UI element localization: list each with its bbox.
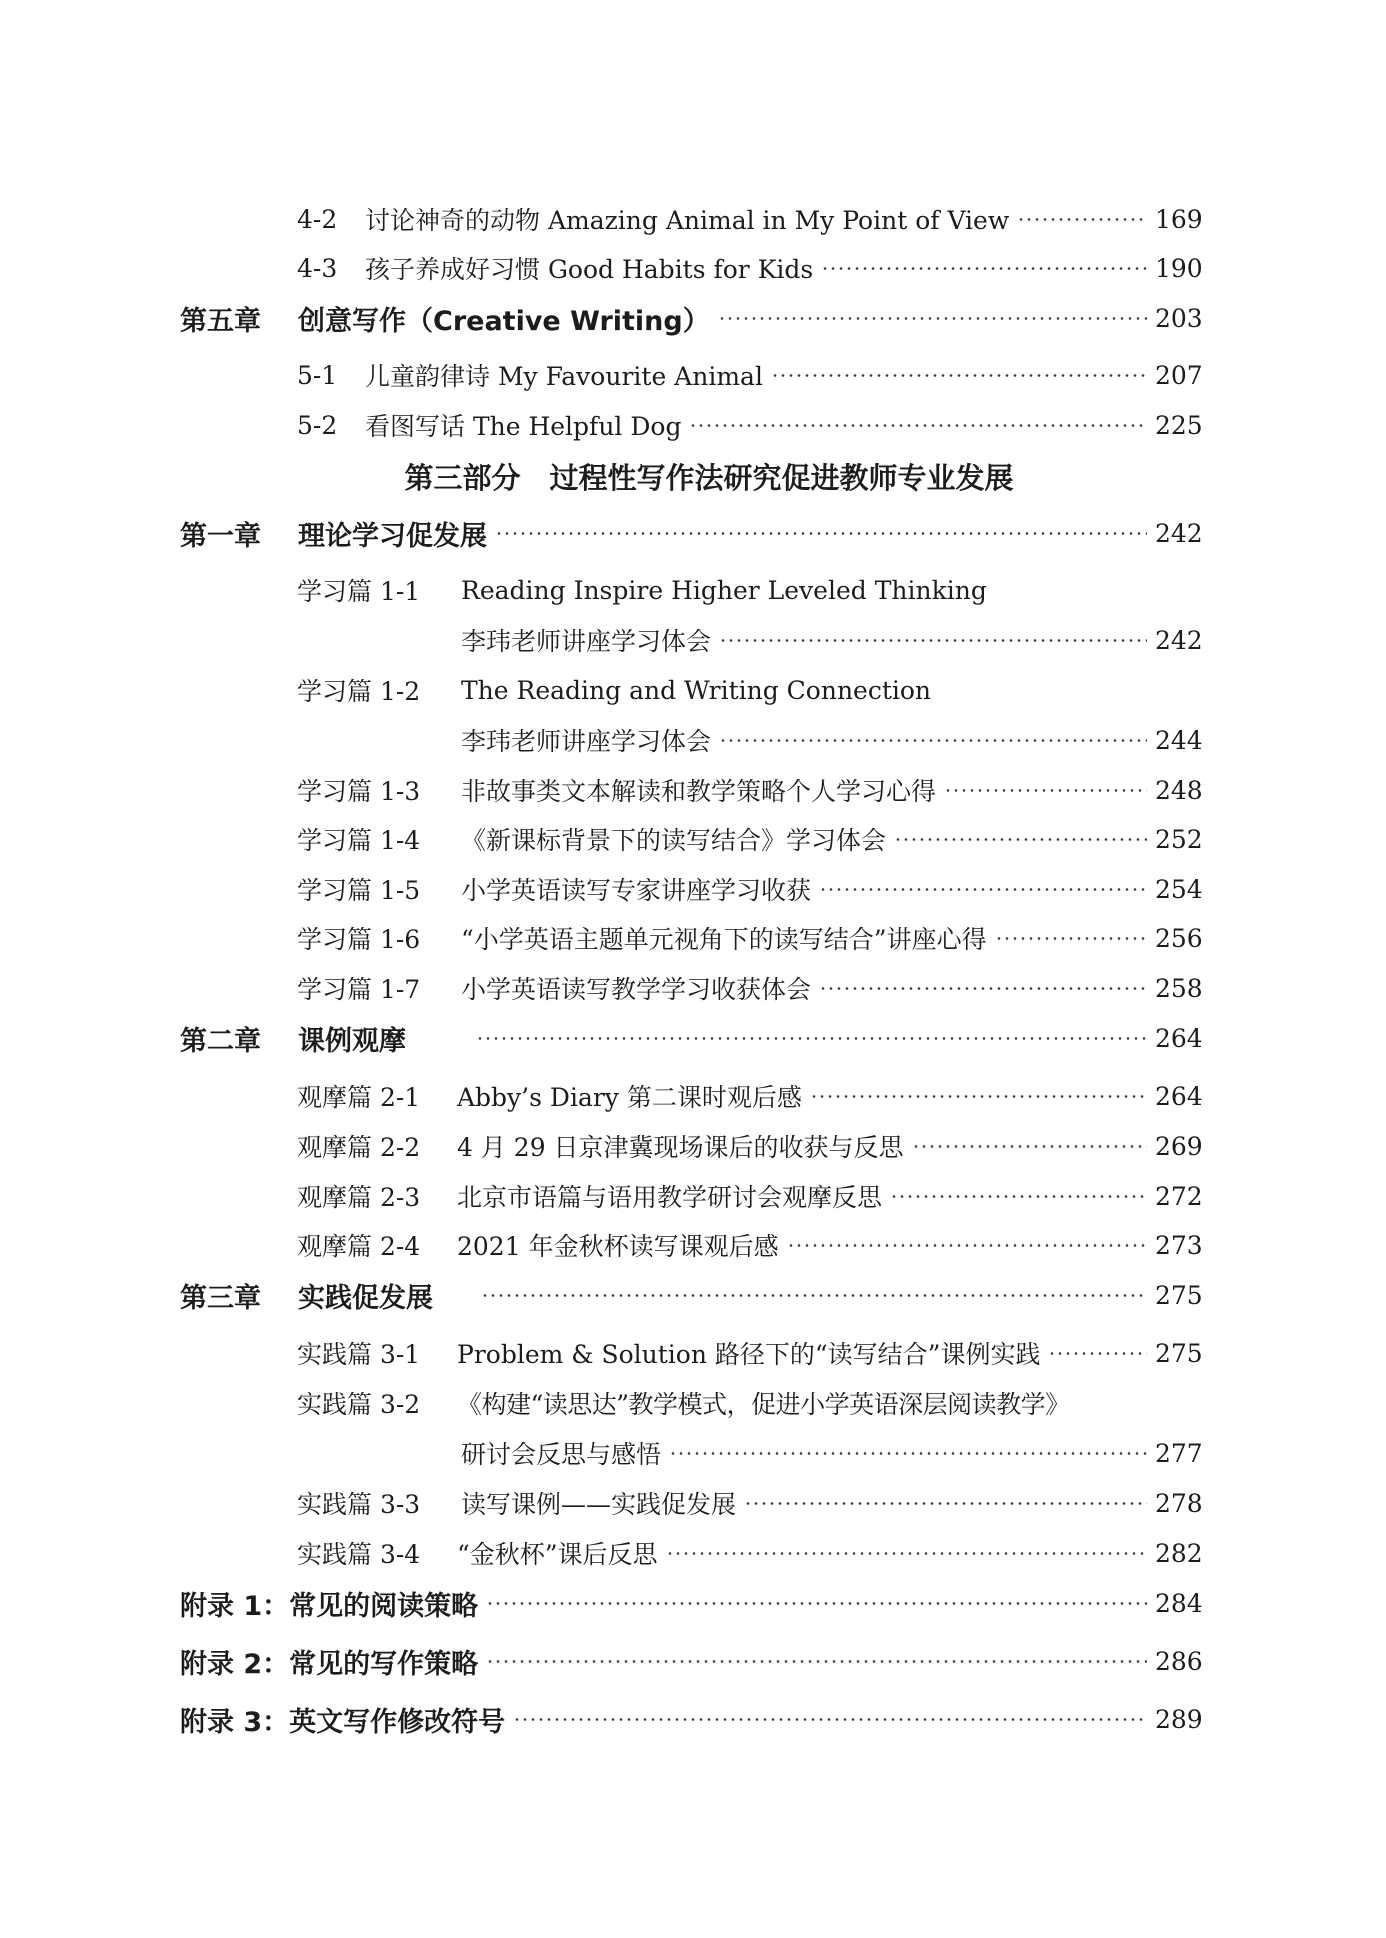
section-subtitle: 李玮老师讲座学习体会 <box>461 627 712 656</box>
toc-entry-4-3[interactable] <box>297 248 1203 288</box>
section-title: The Reading and Writing Connection <box>461 675 932 705</box>
toc-entry-3-2-continued[interactable] <box>461 1433 1203 1473</box>
section-number: 学习篇 1-3 <box>297 777 421 806</box>
dot-leader <box>495 532 1147 535</box>
section-number: 观摩篇 2-3 <box>297 1183 421 1212</box>
appendix-title: 附录 3：英文写作修改符号 <box>180 1706 506 1738</box>
dot-leader <box>771 374 1147 377</box>
page-number: 244 <box>1155 725 1203 755</box>
page-number: 248 <box>1155 775 1203 805</box>
section-number: 学习篇 1-6 <box>297 925 421 954</box>
page-number: 275 <box>1155 1280 1203 1310</box>
page-number: 289 <box>1155 1704 1203 1734</box>
dot-leader <box>819 987 1147 990</box>
chapter-title: 理论学习促发展 <box>298 520 487 552</box>
part-heading: 第三部分 过程性写作法研究促进教师专业发展 <box>404 461 1014 495</box>
section-number: 学习篇 1-4 <box>297 826 421 855</box>
toc-appendix-1[interactable] <box>180 1583 1203 1623</box>
section-title: 孩子养成好习惯 Good Habits for Kids <box>365 255 814 284</box>
toc-entry-2-2[interactable] <box>297 1126 1203 1166</box>
page-number: 252 <box>1155 824 1203 854</box>
page-number: 190 <box>1155 253 1203 283</box>
dot-leader <box>787 1244 1147 1247</box>
section-number: 5-2 <box>297 410 338 440</box>
toc-entry-3-3[interactable] <box>297 1483 1203 1523</box>
page-number: 242 <box>1155 625 1203 655</box>
toc-entry-1-1-continued[interactable] <box>461 620 1203 660</box>
page-number: 225 <box>1155 410 1203 440</box>
dot-leader <box>486 1660 1147 1663</box>
section-title: Problem & Solution 路径下的“读写结合”课例实践 <box>457 1340 1041 1369</box>
page-number: 254 <box>1155 874 1203 904</box>
page-number: 207 <box>1155 360 1203 390</box>
dot-leader <box>476 1037 1147 1040</box>
page-number: 203 <box>1155 303 1203 333</box>
toc-appendix-2[interactable] <box>180 1641 1203 1681</box>
section-title: 4 月 29 日京津冀现场课后的收获与反思 <box>457 1133 904 1162</box>
section-title: 儿童韵律诗 My Favourite Animal <box>365 362 763 391</box>
toc-entry-1-7[interactable] <box>297 968 1203 1008</box>
toc-entry-2-1[interactable] <box>297 1076 1203 1116</box>
section-title: 《构建“读思达”教学模式，促进小学英语深层阅读教学》 <box>457 1390 1070 1419</box>
appendix-title: 附录 2：常见的写作策略 <box>180 1648 479 1680</box>
dot-leader <box>995 937 1147 940</box>
dot-leader <box>719 739 1147 742</box>
page-number: 277 <box>1155 1438 1203 1468</box>
page-number: 269 <box>1155 1131 1203 1161</box>
toc-entry-5-1[interactable] <box>297 355 1203 395</box>
dot-leader <box>744 1502 1147 1505</box>
dot-leader <box>486 1602 1147 1605</box>
page-number: 275 <box>1155 1338 1203 1368</box>
chapter-number: 第三章 <box>180 1282 261 1314</box>
page-number: 264 <box>1155 1081 1203 1111</box>
toc-chapter-1[interactable] <box>180 513 1203 553</box>
page-number: 273 <box>1155 1230 1203 1260</box>
page-number: 242 <box>1155 518 1203 548</box>
dot-leader <box>1048 1352 1147 1355</box>
section-number: 实践篇 3-4 <box>297 1540 421 1569</box>
page-number: 282 <box>1155 1538 1203 1568</box>
section-title: 小学英语读写教学学习收获体会 <box>461 975 812 1004</box>
section-title: 小学英语读写专家讲座学习收获 <box>461 876 812 905</box>
toc-appendix-3[interactable] <box>180 1699 1203 1739</box>
section-number: 观摩篇 2-1 <box>297 1083 421 1112</box>
dot-leader <box>821 267 1147 270</box>
toc-entry-1-3[interactable] <box>297 770 1203 810</box>
section-number: 实践篇 3-2 <box>297 1390 421 1419</box>
section-number: 学习篇 1-5 <box>297 876 421 905</box>
section-title: 2021 年金秋杯读写课观后感 <box>457 1232 779 1261</box>
dot-leader <box>718 317 1147 320</box>
section-number: 观摩篇 2-2 <box>297 1133 421 1162</box>
section-number: 实践篇 3-3 <box>297 1490 421 1519</box>
page-number: 272 <box>1155 1181 1203 1211</box>
dot-leader <box>666 1552 1147 1555</box>
section-number: 4-3 <box>297 253 338 283</box>
page-number: 278 <box>1155 1488 1203 1518</box>
toc-entry-4-2[interactable] <box>297 199 1203 239</box>
section-number: 学习篇 1-7 <box>297 975 421 1004</box>
section-subtitle: 研讨会反思与感悟 <box>461 1440 662 1469</box>
toc-entry-3-4[interactable] <box>297 1533 1203 1573</box>
toc-entry-3-2[interactable] <box>297 1383 1197 1423</box>
section-number: 实践篇 3-1 <box>297 1340 421 1369</box>
section-number: 学习篇 1-2 <box>297 677 421 706</box>
dot-leader <box>1017 218 1147 221</box>
section-title: 讨论神奇的动物 Amazing Animal in My Point of View <box>365 206 1010 235</box>
section-number: 观摩篇 2-4 <box>297 1232 421 1261</box>
chapter-number: 第五章 <box>180 305 261 337</box>
dot-leader <box>481 1294 1147 1297</box>
toc-entry-2-4[interactable] <box>297 1225 1203 1265</box>
section-number: 4-2 <box>297 204 338 234</box>
toc-entry-1-2[interactable] <box>297 670 1197 710</box>
section-title: Reading Inspire Higher Leveled Thinking <box>461 575 987 605</box>
toc-entry-1-6[interactable] <box>297 918 1203 958</box>
section-title: “金秋杯”课后反思 <box>457 1540 658 1569</box>
dot-leader <box>912 1145 1147 1148</box>
toc-entry-2-3[interactable] <box>297 1176 1203 1216</box>
dot-leader <box>719 639 1147 642</box>
toc-entry-1-5[interactable] <box>297 869 1203 909</box>
page-number: 286 <box>1155 1646 1203 1676</box>
toc-chapter-5[interactable] <box>180 298 1203 338</box>
chapter-title: 创意写作（Creative Writing） <box>298 305 710 337</box>
page-number: 264 <box>1155 1023 1203 1053</box>
chapter-number: 第二章 <box>180 1025 261 1057</box>
section-number: 5-1 <box>297 360 338 390</box>
toc-entry-1-4[interactable] <box>297 819 1203 859</box>
page-number: 258 <box>1155 973 1203 1003</box>
chapter-number: 第一章 <box>180 520 261 552</box>
toc-entry-1-2-continued[interactable] <box>461 720 1203 760</box>
section-title: 读写课例——实践促发展 <box>461 1490 737 1519</box>
section-subtitle: 李玮老师讲座学习体会 <box>461 727 712 756</box>
toc-chapter-2[interactable] <box>180 1018 1203 1058</box>
dot-leader <box>944 789 1147 792</box>
appendix-title: 附录 1：常见的阅读策略 <box>180 1590 479 1622</box>
section-title: Abby’s Diary 第二课时观后感 <box>457 1083 802 1112</box>
section-number: 学习篇 1-1 <box>297 577 421 606</box>
toc-entry-3-1[interactable] <box>297 1333 1203 1373</box>
chapter-title: 实践促发展 <box>298 1282 433 1314</box>
section-title: 《新课标背景下的读写结合》学习体会 <box>461 826 887 855</box>
toc-entry-1-1[interactable] <box>297 570 1197 610</box>
dot-leader <box>513 1718 1147 1721</box>
dot-leader <box>669 1452 1147 1455</box>
page-number: 284 <box>1155 1588 1203 1618</box>
section-title: 看图写话 The Helpful Dog <box>365 412 682 441</box>
section-title: “小学英语主题单元视角下的读写结合”讲座心得 <box>461 925 987 954</box>
toc-entry-5-2[interactable] <box>297 405 1203 445</box>
dot-leader <box>894 838 1147 841</box>
dot-leader <box>890 1195 1147 1198</box>
dot-leader <box>819 888 1147 891</box>
chapter-title: 课例观摩 <box>298 1025 406 1057</box>
page-number: 256 <box>1155 923 1203 953</box>
toc-chapter-3[interactable] <box>180 1275 1203 1315</box>
dot-leader <box>689 424 1147 427</box>
page-number: 169 <box>1155 204 1203 234</box>
dot-leader <box>810 1095 1147 1098</box>
section-title: 北京市语篇与语用教学研讨会观摩反思 <box>457 1183 883 1212</box>
section-title: 非故事类文本解读和教学策略个人学习心得 <box>461 777 937 806</box>
